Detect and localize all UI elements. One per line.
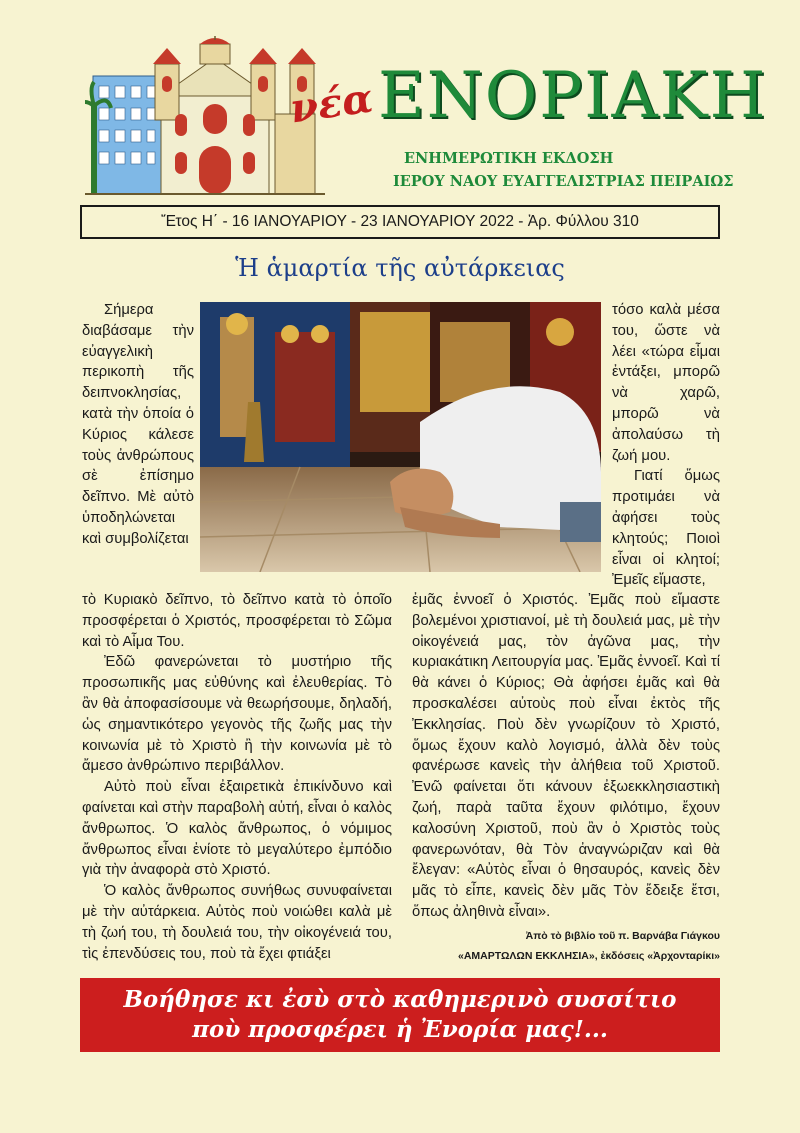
- nea-logo-word: νέα: [287, 74, 376, 133]
- source-credit-line-1: Ἀπὸ τὸ βιβλίο τοῦ π. Βαρνάβα Γιάγκου: [525, 930, 720, 942]
- article-paragraph-1: Σήμερα διαβάσαμε τὴν εὐαγγελικὴ περικοπὴ τῆς δειπνοκλησίας, κατὰ τὴν ὁποία ὁ Κύριος κάλεσε τοὺς ἀνθρώπους σὲ ἐπίσημο δεῖπνο. Μὲ αὐτὸ ὑποδηλώνεται καὶ συμβολίζεται: [82, 302, 194, 547]
- article-left-column: [82, 590, 392, 964]
- article-photo: [200, 302, 601, 572]
- appeal-banner: [80, 978, 720, 1052]
- appeal-banner-line-2: ποὺ προσφέρει ἡ Ἐνορία μας!...: [192, 1016, 608, 1043]
- article-right-narrow-column: [612, 300, 720, 591]
- brand-title: ΕΝΟΡΙΑΚΗ: [378, 59, 768, 133]
- article-paragraph-right-2: Γιατί ὅμως προτιμάει νὰ ἀφήσει τοὺς κλητούς; Ποιοὶ εἶναι οἱ κλητοί; Ἐμεῖς εἴμαστε,: [612, 468, 720, 589]
- source-credit-line-2: «ΑΜΑΡΤΩΛΩΝ ΕΚΚΛΗΣΙΑ», ἐκδόσεις «Ἀρχονταρίκι»: [458, 950, 720, 962]
- masthead-subtitle-1: ΕΝΗΜΕΡΩΤΙΚΗ ΕΚΔΟΣΗ: [404, 150, 614, 167]
- article-left-narrow-column: [82, 300, 194, 550]
- masthead-subtitle-2: ΙΕΡΟΥ ΝΑΟΥ ΕΥΑΓΓΕΛΙΣΤΡΙΑΣ ΠΕΙΡΑΙΩΣ: [393, 173, 734, 190]
- article-paragraph-3: Αὐτὸ ποὺ εἶναι ἐξαιρετικὰ ἐπικίνδυνο καὶ φαίνεται καὶ στὴν παραβολὴ αὐτή, εἶναι ὁ καλὸς ἄνθρωπος. Ὁ καλὸς ἄνθρωπος, ὁ νόμιμος ἄνθρωπος εἶναι ἐνίοτε τὸ μεγαλύτερο ἐμπόδιο γιὰ τὴν ἀναφορὰ στὸ Χριστό.: [82, 779, 392, 879]
- article-title: Ἡ ἁμαρτία τῆς αὐτάρκειας: [235, 254, 565, 282]
- article-paragraph-right-1: τόσο καλὰ μέσα του, ὥστε νὰ λέει «τώρα εἶμαι ἐντάξει, μπορῶ νὰ χαρῶ, μπορῶ νὰ ἀπολαύσω τὴ ζωή μου.: [612, 302, 720, 464]
- article-right-column: [412, 590, 720, 923]
- article-paragraph-2: Ἐδῶ φανερώνεται τὸ μυστήριο τῆς προσωπικῆς μας εὐθύνης καὶ ἐλευθερίας. Τὸ ἂν θὰ ἀποφασίσουμε νὰ θεωρήσουμε, δηλαδή, ὡς σημαντικότερο γεγονὸς τῆς ζωῆς μας τὴν κοινωνία μὲ τὸ Χριστὸ ἢ τὴν κοινωνία μὲ τὸ ἄμεσο ἀνθρώπινο περιβάλλον.: [82, 654, 392, 775]
- article-paragraph-right-continued: ἐμᾶς ἐννοεῖ ὁ Χριστός. Ἐμᾶς ποὺ εἴμαστε βολεμένοι χριστιανοί, μὲ τὴ δουλειά μας, μὲ τὴν οἰκογένειά μας, τὸν ἀγῶνα μας, τὴν κυριακάτικη Λειτουργία μας. Ἐμᾶς ἐννοεῖ. Καὶ τί θὰ κάνει ὁ Κύριος; Θὰ ἀφήσει ἐμᾶς καὶ θὰ προσκαλέσει αὐτοὺς ποὺ εἶναι ἐκτὸς τῆς Ἐκκλησίας. Ποὺ δὲν γνωρίζουν τὸ Χριστό, ὅμως ἔχουν καλὸ λογισμό, ἀλλὰ δὲν τοὺς φανέρωσε κανεὶς τὴν ἀλήθεια τοῦ Χριστοῦ. Ἐνῶ φαίνεται ὅτι κάνουν ἐξωεκκλησιαστικὴ ζωή, παρὰ ταῦτα ἔχουν φιλότιμο, ἔχουν καλοσύνη Χριστοῦ, ποὺ ἂν ὁ Χριστὸς τοὺς φανερωνόταν, θὰ Τὸν ἀναγνώριζαν καὶ θὰ ἔλεγαν: «Αὐτὸς εἶναι ὁ θησαυρός, κανεὶς δὲν μᾶς τὸ εἶπε, κανεὶς δὲν μᾶς Τὸν ἔδειξε ἔτσι, ὅπως ἀληθινὰ εἶναι».: [412, 592, 720, 920]
- article-paragraph-4: Ὁ καλὸς ἄνθρωπος συνήθως συνυφαίνεται μὲ τὴν αὐτάρκεια. Αὐτὸς ποὺ νοιώθει καλὰ μὲ τὴ ζωή του, τὴ δουλειά του, τὴν οἰκογένειά του, τὶς ἐπενδύσεις του, ποὺ τὰ ἔχει φτιάξει: [82, 883, 392, 962]
- article-paragraph-1-continued: τὸ Κυριακὸ δεῖπνο, τὸ δεῖπνο κατὰ τὸ ὁποῖο προσφέρεται ὁ Χριστός, προσφέρεται τὸ Σῶμα καὶ τὸ Αἷμα Του.: [82, 592, 392, 650]
- church-logo: [85, 36, 325, 196]
- issue-info-bar: Ἔτος Η΄ - 16 ΙΑΝΟΥΑΡΙΟΥ - 23 ΙΑΝΟΥΑΡΙΟΥ 2022 - Ἀρ. Φύλλου 310: [80, 205, 720, 239]
- appeal-banner-line-1: Βοήθησε κι ἐσὺ στὸ καθημερινὸ συσσίτιο: [123, 986, 677, 1013]
